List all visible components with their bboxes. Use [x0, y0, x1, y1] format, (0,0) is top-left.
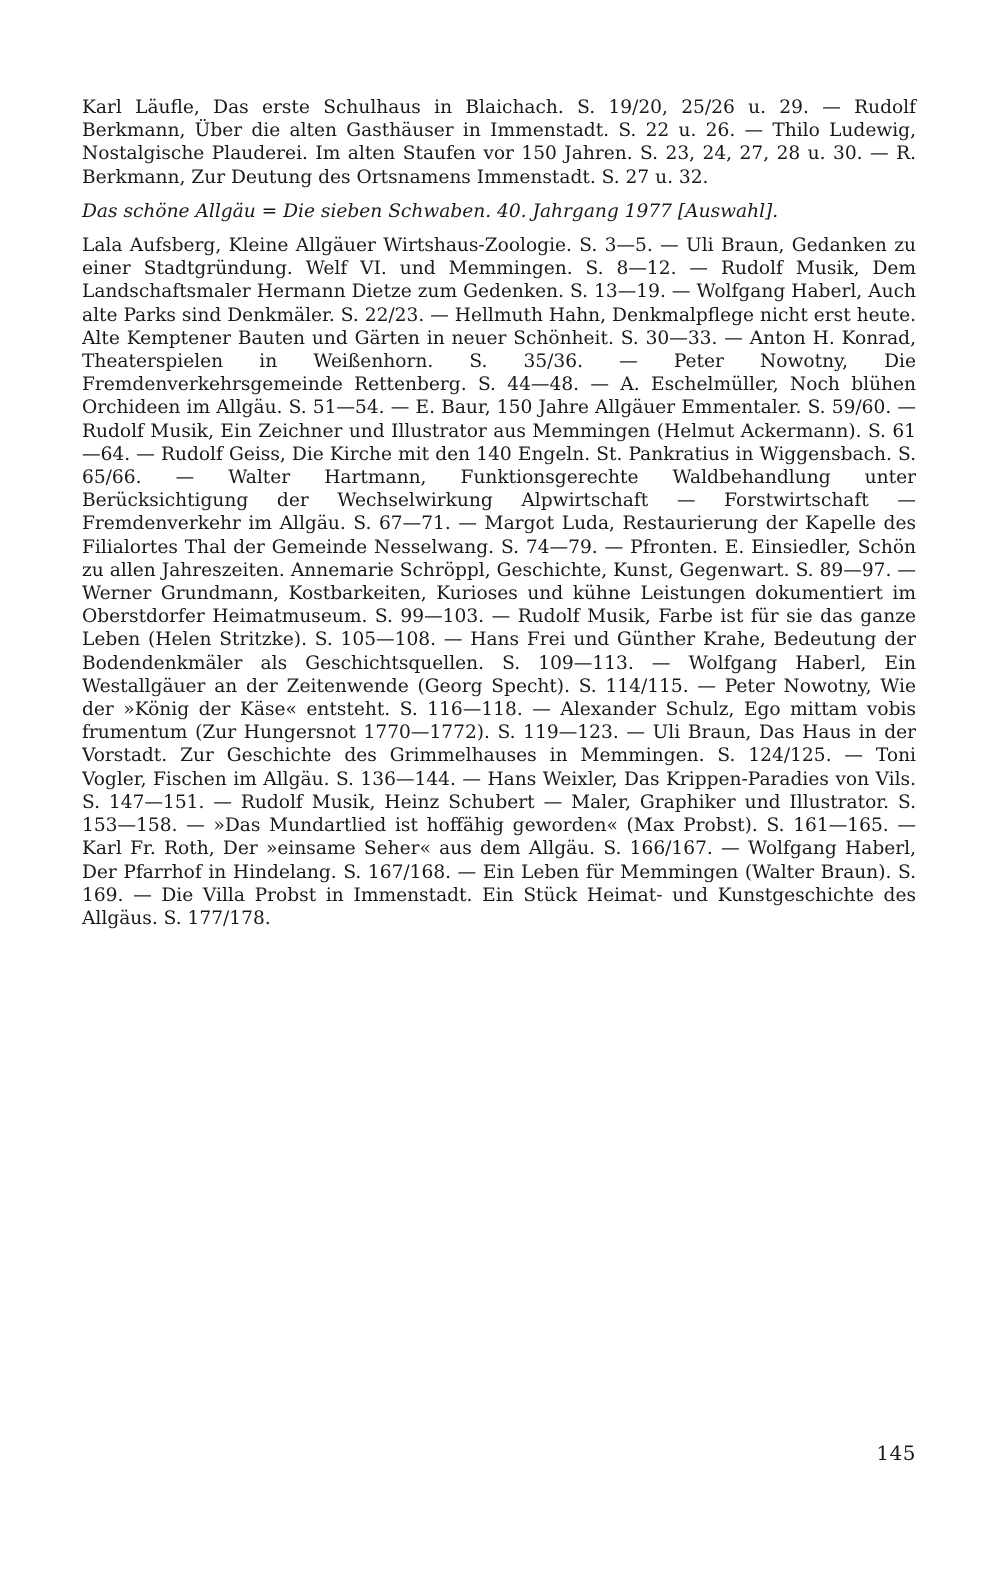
page-body	[82, 96, 916, 1556]
page-number: 145	[876, 1441, 916, 1465]
bibliography-paragraph-1: Karl Läufle, Das erste Schulhaus in Blaichach. S. 19/20, 25/26 u. 29. — Rudolf Berkmann, Über die alten Gasthäuser in Immenstadt. S. 22 u. 26. — Thilo Ludewig, Nostalgische Plauderei. Im alten Staufen vor 150 Jahren. S. 23, 24, 27, 28 u. 30. — R. Berkmann, Zur Deutung des Ortsnamens Immenstadt. S. 27 u. 32.	[82, 97, 916, 188]
section-heading: Das schöne Allgäu = Die sieben Schwaben. 40. Jahrgang 1977 [Auswahl].	[82, 200, 779, 222]
bibliography-paragraph-2: Lala Aufsberg, Kleine Allgäuer Wirtshaus-Zoologie. S. 3—5. — Uli Braun, Gedanken zu einer Stadtgründung. Welf VI. und Memmingen. S. 8—12. — Rudolf Musik, Dem Landschaftsmaler Hermann Dietze zum Gedenken. S. 13—19. — Wolfgang Haberl, Auch alte Parks sind Denkmäler. S. 22/23. — Hellmuth Hahn, Denkmalpflege nicht erst heute. Alte Kemptener Bauten und Gärten in neuer Schönheit. S. 30—33. — Anton H. Konrad, Theaterspielen in Weißenhorn. S. 35/36. — Peter Nowotny, Die Fremdenverkehrsgemeinde Rettenberg. S. 44—48. — A. Eschelmüller, Noch blühen Orchideen im Allgäu. S. 51—54. — E. Baur, 150 Jahre Allgäuer Emmentaler. S. 59/60. — Rudolf Musik, Ein Zeichner und Illustrator aus Memmingen (Helmut Ackermann). S. 61—64. — Rudolf Geiss, Die Kirche mit den 140 Engeln. St. Pankratius in Wiggensbach. S. 65/66. — Walter Hartmann, Funktionsgerechte Waldbehandlung unter Berücksichtigung der Wechselwirkung Alpwirtschaft — Forstwirtschaft — Fremdenverkehr im Allgäu. S. 67—71. — Margot Luda, Restaurierung der Kapelle des Filialortes Thal der Gemeinde Nesselwang. S. 74—79. — Pfronten. E. Einsiedler, Schön zu allen Jahreszeiten. Annemarie Schröppl, Geschichte, Kunst, Gegenwart. S. 89—97. — Werner Grundmann, Kostbarkeiten, Kurioses und kühne Leistungen dokumentiert im Oberstdorfer Heimatmuseum. S. 99—103. — Rudolf Musik, Farbe ist für sie das ganze Leben (Helen Stritzke). S. 105—108. — Hans Frei und Günther Krahe, Bedeutung der Bodendenkmäler als Geschichtsquellen. S. 109—113. — Wolfgang Haberl, Ein Westallgäuer an der Zeitenwende (Georg Specht). S. 114/115. — Peter Nowotny, Wie der »König der Käse« entsteht. S. 116—118. — Alexander Schulz, Ego mittam vobis frumentum (Zur Hungersnot 1770—1772). S. 119—123. — Uli Braun, Das Haus in der Vorstadt. Zur Geschichte des Grimmelhauses in Memmingen. S. 124/125. — Toni Vogler, Fischen im Allgäu. S. 136—144. — Hans Weixler, Das Krippen-Paradies von Vils. S. 147—151. — Rudolf Musik, Heinz Schubert — Maler, Graphiker und Illustrator. S. 153—158. — »Das Mundartlied ist hoffähig geworden« (Max Probst). S. 161—165. — Karl Fr. Roth, Der »einsame Seher« aus dem Allgäu. S. 166/167. — Wolfgang Haberl, Der Pfarrhof in Hindelang. S. 167/168. — Ein Leben für Memmingen (Walter Braun). S. 169. — Die Villa Probst in Immenstadt. Ein Stück Heimat- und Kunstgeschichte des Allgäus. S. 177/178.	[82, 235, 916, 929]
